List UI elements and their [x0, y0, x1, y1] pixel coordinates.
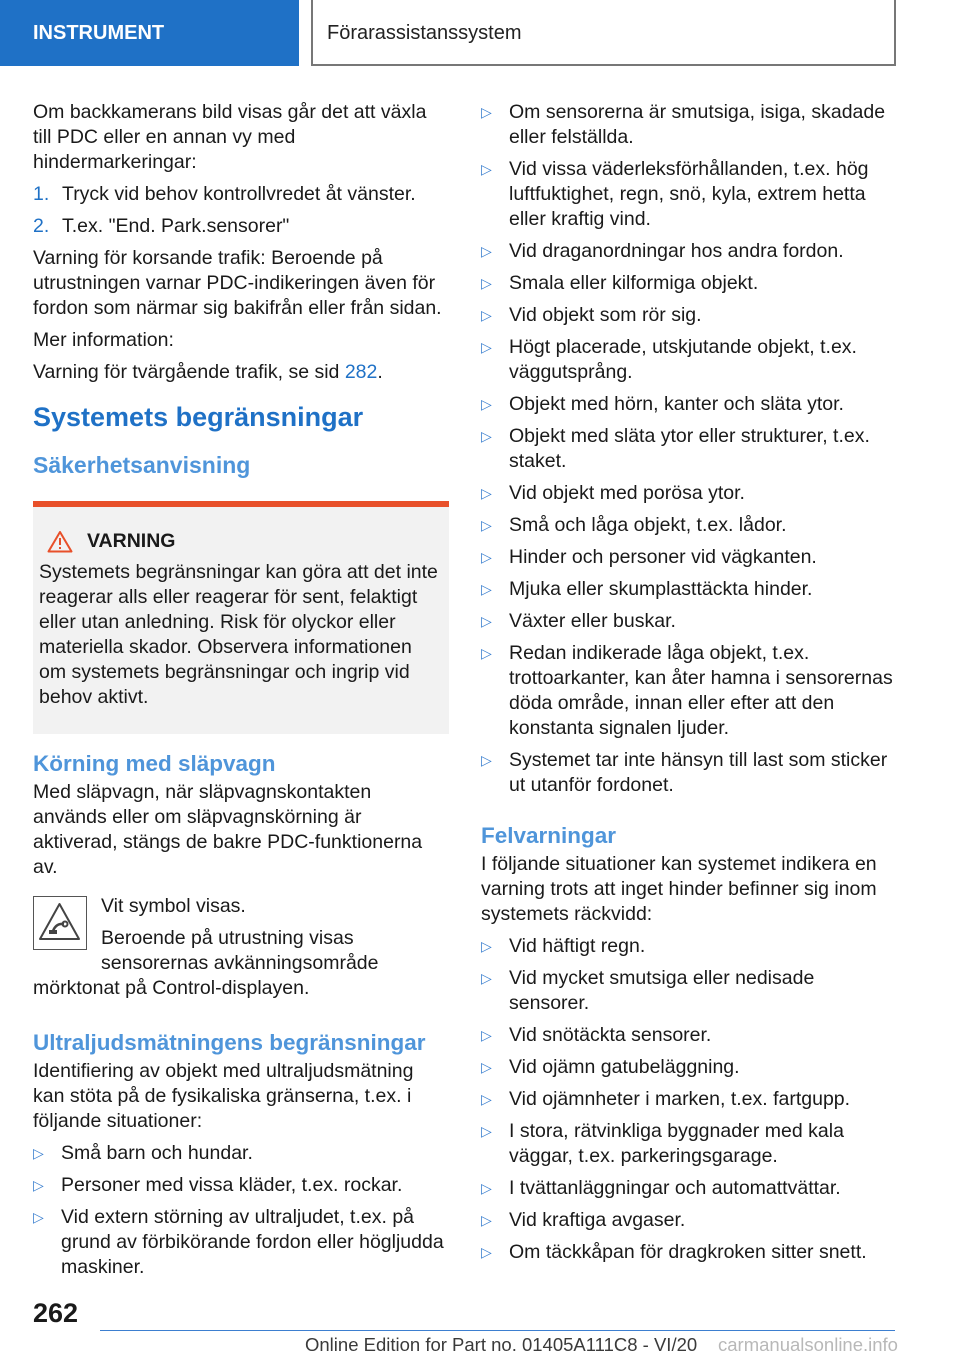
list-item — [481, 239, 893, 264]
symbol-text: Vit symbol visas. — [101, 895, 246, 917]
heading-false-warnings: Felvarningar — [481, 823, 617, 848]
list-item — [481, 1055, 893, 1080]
list-item-text: Mjuka eller skumplasttäckta hinder. — [509, 578, 813, 600]
false-warnings-list — [481, 934, 893, 1265]
triangle-right-icon: ▷ — [481, 307, 492, 323]
triangle-right-icon: ▷ — [481, 161, 492, 177]
list-item — [481, 157, 893, 232]
triangle-right-icon: ▷ — [481, 970, 492, 986]
left-column — [33, 100, 449, 1287]
list-item-text: Vid häftigt regn. — [509, 935, 646, 957]
step-text: T.ex. "End. Park.sensorer" — [62, 215, 290, 237]
trailer-symbol-icon — [33, 896, 87, 950]
edition-text: Online Edition for Part no. 01405A111C8 - VI/20 — [305, 1334, 698, 1355]
triangle-right-icon: ▷ — [481, 243, 492, 259]
list-item — [33, 1141, 449, 1166]
intro-paragraph: Om backkamerans bild visas går det att växla till PDC eller en annan vy med hindermarkeringar: — [33, 101, 427, 173]
heading-safety: Säkerhetsanvisning — [33, 452, 251, 478]
warning-title: VARNING — [87, 530, 176, 552]
list-item — [33, 1173, 449, 1198]
list-item — [481, 303, 893, 328]
chapter-title: Förarassistanssystem — [311, 0, 896, 66]
reference-end: . — [377, 361, 383, 383]
list-item-text: I stora, rätvinkliga byggnader med kala väggar, t.ex. parkeringsgarage. — [509, 1120, 844, 1167]
list-item — [481, 641, 893, 741]
triangle-right-icon: ▷ — [481, 645, 492, 661]
list-item-text: Smala eller kilformiga objekt. — [509, 272, 759, 294]
list-item — [481, 1087, 893, 1112]
symbol-description: Beroende på utrustning visas sensorernas avkänningsområde mörktonat på Control-displayen. — [33, 927, 379, 999]
triangle-right-icon: ▷ — [481, 104, 492, 120]
list-item-text: Vid vissa väderleksförhållanden, t.ex. hög luftfuktighet, regn, snö, kyla, extrem hetta eller kraftig vind. — [509, 158, 869, 230]
trailer-paragraph: Med släpvagn, när släpvagnskontakten används eller om släpvagnskörning är aktiverad, stängs de bakre PDC-funktionerna av. — [33, 781, 423, 878]
false-warnings-paragraph: I följande situationer kan systemet indikera en varning trots att inget hinder befinner sig inom systemets räckvidd: — [481, 853, 877, 925]
step-item — [33, 214, 449, 239]
triangle-right-icon: ▷ — [481, 1212, 492, 1228]
list-item — [481, 609, 893, 634]
heading-limits: Systemets begränsningar — [33, 402, 364, 432]
list-item-text: I tvättanläggningar och automattvättar. — [509, 1177, 841, 1199]
warning-text: Systemets begränsningar kan göra att det inte reagerar alls eller reagerar för sent, felaktigt eller utan anledning. Risk för olyckor eller materiella skador. Observera informationen om systemets begränsningar och ingrip vid behov aktivt. — [39, 561, 438, 708]
triangle-right-icon: ▷ — [481, 1027, 492, 1043]
triangle-right-icon: ▷ — [481, 752, 492, 768]
step-item — [33, 182, 449, 207]
list-item — [481, 335, 893, 385]
heading-ultrasound: Ultraljudsmätningens begränsningar — [33, 1030, 426, 1055]
list-item — [481, 748, 893, 798]
list-item — [481, 1176, 893, 1201]
reference-line — [33, 360, 449, 385]
triangle-right-icon: ▷ — [481, 1244, 492, 1260]
triangle-right-icon: ▷ — [481, 1180, 492, 1196]
cross-traffic-paragraph: Varning för korsande trafik: Beroende på utrustningen varnar PDC-indikeringen även för fordon som närmar sig bakifrån eller från sidan. — [33, 247, 442, 319]
list-item — [481, 392, 893, 417]
list-item-text: Vid objekt med porösa ytor. — [509, 482, 745, 504]
list-item-text: Vid snötäckta sensorer. — [509, 1024, 712, 1046]
list-item — [481, 966, 893, 1016]
list-item-text: Redan indikerade låga objekt, t.ex. trottoarkanter, kan åter hamna i sensorernas döda område, innan eller efter att den konstanta signalen ljuder. — [509, 642, 893, 739]
page-reference-link[interactable]: 282 — [344, 361, 378, 383]
step-number: 1. — [33, 183, 50, 205]
list-item — [481, 481, 893, 506]
triangle-right-icon: ▷ — [481, 428, 492, 444]
list-item-text: Växter eller buskar. — [509, 610, 676, 632]
heading-trailer: Körning med släpvagn — [33, 751, 276, 776]
triangle-right-icon: ▷ — [481, 275, 492, 291]
triangle-right-icon: ▷ — [481, 1123, 492, 1139]
list-item-text: Vid mycket smutsiga eller nedisade sensorer. — [509, 967, 815, 1014]
triangle-right-icon: ▷ — [481, 1059, 492, 1075]
warning-box — [33, 501, 449, 734]
right-column — [481, 100, 893, 1272]
list-item — [481, 1023, 893, 1048]
list-item-text: Vid kraftiga avgaser. — [509, 1209, 686, 1231]
triangle-right-icon: ▷ — [33, 1177, 44, 1193]
reference-text: Varning för tvärgående trafik, se sid — [33, 361, 345, 383]
list-item-text: Systemet tar inte hänsyn till last som sticker ut utanför fordonet. — [509, 749, 888, 796]
list-item-text: Hinder och personer vid vägkanten. — [509, 546, 817, 568]
triangle-right-icon: ▷ — [481, 581, 492, 597]
list-item — [481, 577, 893, 602]
list-item — [481, 100, 893, 150]
list-item — [481, 545, 893, 570]
warning-header — [39, 529, 441, 554]
limits-list — [481, 100, 893, 798]
list-item — [33, 1205, 449, 1280]
section-tab: INSTRUMENT — [0, 0, 299, 66]
list-item-text: Små och låga objekt, t.ex. lådor. — [509, 514, 787, 536]
list-item-text: Vid ojämnheter i marken, t.ex. fartgupp. — [509, 1088, 851, 1110]
watermark: carmanualsonline.info — [718, 1334, 898, 1355]
triangle-right-icon: ▷ — [481, 1091, 492, 1107]
list-item-text: Vid objekt som rör sig. — [509, 304, 702, 326]
list-item-text: Små barn och hundar. — [61, 1142, 253, 1164]
list-item — [481, 271, 893, 296]
step-number: 2. — [33, 215, 50, 237]
triangle-right-icon: ▷ — [481, 517, 492, 533]
triangle-right-icon: ▷ — [481, 485, 492, 501]
ultrasound-paragraph: Identifiering av objekt med ultraljudsmätning kan stöta på de fysikaliska gränserna, t.ex. i följande situationer: — [33, 1060, 414, 1132]
step-text: Tryck vid behov kontrollvredet åt vänster. — [62, 183, 416, 205]
list-item — [481, 1208, 893, 1233]
more-info-label: Mer information: — [33, 329, 174, 351]
list-item — [481, 1240, 893, 1265]
list-item-text: Högt placerade, utskjutande objekt, t.ex. väggutsprång. — [509, 336, 857, 383]
triangle-right-icon: ▷ — [33, 1209, 44, 1225]
triangle-right-icon: ▷ — [481, 396, 492, 412]
list-item-text: Om täckkåpan för dragkroken sitter snett. — [509, 1241, 867, 1263]
ultrasound-list — [33, 1141, 449, 1280]
list-item-text: Objekt med hörn, kanter och släta ytor. — [509, 393, 844, 415]
triangle-right-icon: ▷ — [481, 339, 492, 355]
triangle-right-icon: ▷ — [33, 1145, 44, 1161]
symbol-block — [33, 894, 449, 1001]
list-item-text: Personer med vissa kläder, t.ex. rockar. — [61, 1174, 403, 1196]
list-item — [481, 934, 893, 959]
list-item — [481, 513, 893, 538]
list-item — [481, 1119, 893, 1169]
list-item-text: Vid draganordningar hos andra fordon. — [509, 240, 844, 262]
warning-triangle-icon — [47, 530, 73, 553]
footer-divider — [100, 1330, 895, 1331]
page-number: 262 — [33, 1298, 79, 1328]
list-item-text: Vid ojämn gatubeläggning. — [509, 1056, 740, 1078]
list-item — [481, 424, 893, 474]
list-item-text: Objekt med släta ytor eller strukturer, t.ex. staket. — [509, 425, 870, 472]
triangle-right-icon: ▷ — [481, 938, 492, 954]
list-item-text: Om sensorerna är smutsiga, isiga, skadade eller felställda. — [509, 101, 886, 148]
triangle-right-icon: ▷ — [481, 549, 492, 565]
list-item-text: Vid extern störning av ultraljudet, t.ex. på grund av förbikörande fordon eller högljudda maskiner. — [61, 1206, 444, 1278]
triangle-right-icon: ▷ — [481, 613, 492, 629]
